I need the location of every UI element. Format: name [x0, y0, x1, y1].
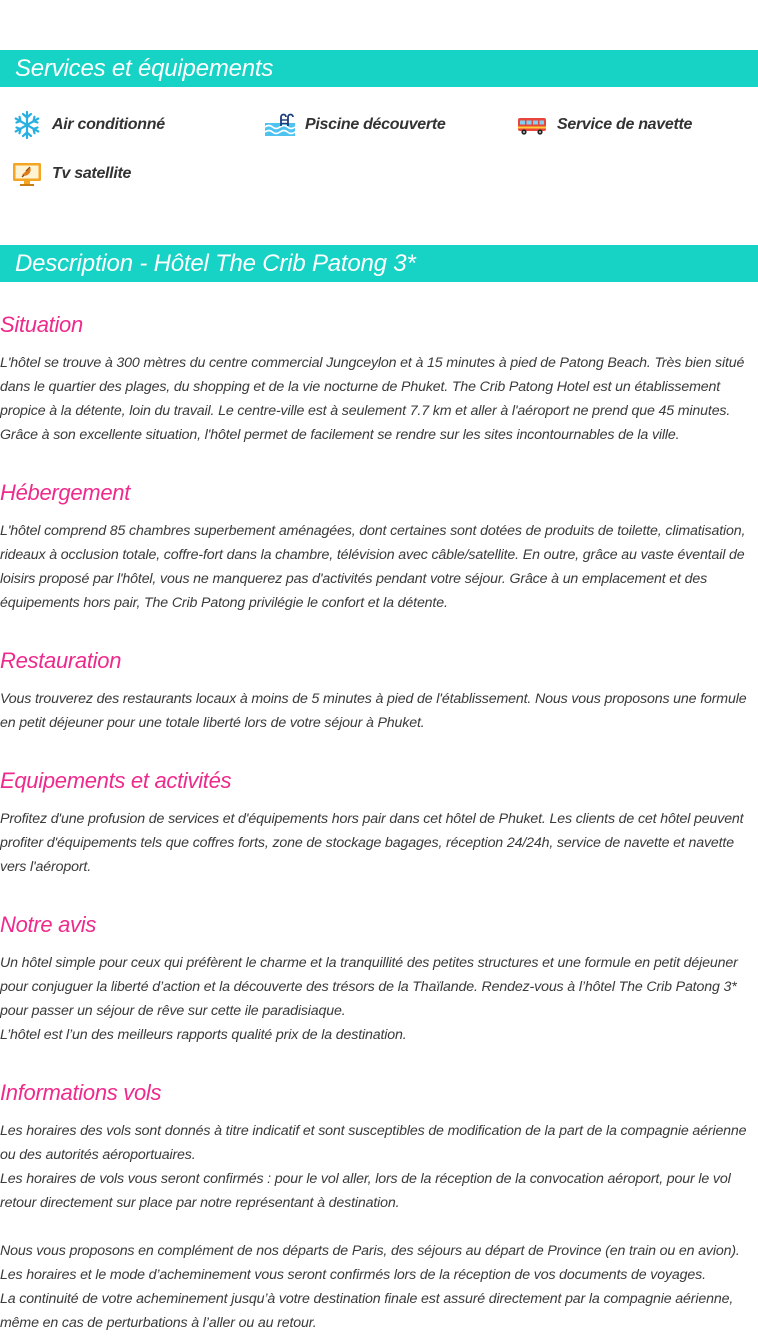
amenity-label: Air conditionné: [52, 116, 165, 133]
amenity-satellite-tv: [11, 159, 131, 189]
section-title: Equipements et activités: [0, 768, 232, 793]
services-header: [0, 50, 758, 87]
section-title: Informations vols: [0, 1080, 162, 1105]
section-text: L'hôtel comprend 85 chambres superbement aménagées, dont certaines sont dotées de produits de toilette, climatisation, rideaux à occlusion totale, coffre-fort dans la chambre, télévision avec câble/satellite. En outre, grâce au vaste éventail de loisirs proposé par l'hôtel, vous ne manquerez pas d'activités pendant votre séjour. Grâce à un emplacement et des équipements hors pair, The Crib Patong privilégie le confort et la détente.: [0, 523, 746, 611]
section-title: Restauration: [0, 648, 122, 673]
section-title: Situation: [0, 312, 83, 337]
section-text: Vous trouverez des restaurants locaux à moins de 5 minutes à pied de l'établissement. Nous vous proposons une formule en petit déjeuner pour une totale liberté lors de votre séjour à Phuket.: [0, 691, 747, 731]
amenity-label: Tv satellite: [52, 165, 132, 182]
section-hebergement: [0, 479, 758, 615]
section-equipements: [0, 767, 758, 879]
shuttle-bus-icon: [516, 110, 548, 140]
section-title: Hébergement: [0, 480, 130, 505]
section-text: Les horaires des vols sont donnés à titre indicatif et sont susceptibles de modification de la part de la compagnie aérienne ou des autorités aéroportuaires. Les horaires de vols vous seront confirmés : pour le vol aller, lors de la réception de la convocation aéroport, pour le vol retour directement sur place par notre représentant à destination. Nous vous proposons en complément de nos départs de Paris, des séjours au départ de Province (en train ou en avion). Les horaires et le mode d’acheminement vous seront confirmés lors de la réception de vos documents de voyages. La continuité de votre acheminement jusqu’à votre destination finale est assuré directement par la compagnie aérienne, même en cas de perturbations à l’aller ou au retour.: [0, 1123, 747, 1331]
pool-icon: [264, 110, 296, 140]
section-restauration: [0, 647, 758, 735]
description-title: Description - Hôtel The Crib Patong 3*: [15, 249, 416, 277]
amenity-shuttle: [516, 110, 692, 140]
services-title: Services et équipements: [15, 54, 274, 82]
section-situation: [0, 311, 758, 447]
amenity-pool: [264, 110, 445, 140]
description-header: [0, 245, 758, 282]
section-text: Un hôtel simple pour ceux qui préfèrent le charme et la tranquillité des petites structures et une formule en petit déjeuner pour conjuguer la liberté d’action et la découverte des trésors de la Thaïlande. Rendez-vous à l’hôtel The Crib Patong 3* pour passer un séjour de rêve sur cette ile paradisiaque. L’hôtel est l’un des meilleurs rapports qualité prix de la destination.: [0, 955, 738, 1043]
section-title: Notre avis: [0, 912, 97, 937]
amenity-air-conditioning: [11, 110, 165, 140]
section-informations-vols: [0, 1079, 758, 1335]
section-text: Profitez d'une profusion de services et d'équipements hors pair dans cet hôtel de Phuket. Les clients de cet hôtel peuvent profiter d'équipements tels que coffres forts, zone de stockage bagages, réception 24/24h, service de navette et navette vers l'aéroport.: [0, 811, 744, 875]
section-text: L'hôtel se trouve à 300 mètres du centre commercial Jungceylon et à 15 minutes à pied de Patong Beach. Très bien situé dans le quartier des plages, du shopping et de la vie nocturne de Phuket. The Crib Patong Hotel est un établissement propice à la détente, loin du travail. Le centre-ville est à seulement 7.7 km et aller à l'aéroport ne prend que 45 minutes. Grâce à son excellente situation, l'hôtel permet de facilement se rendre sur les sites incontournables de la ville.: [0, 355, 745, 443]
section-notre-avis: [0, 911, 758, 1047]
amenity-label: Piscine découverte: [305, 116, 446, 133]
satellite-tv-icon: [11, 159, 43, 189]
snowflake-icon: [11, 110, 43, 140]
amenity-label: Service de navette: [557, 116, 693, 133]
